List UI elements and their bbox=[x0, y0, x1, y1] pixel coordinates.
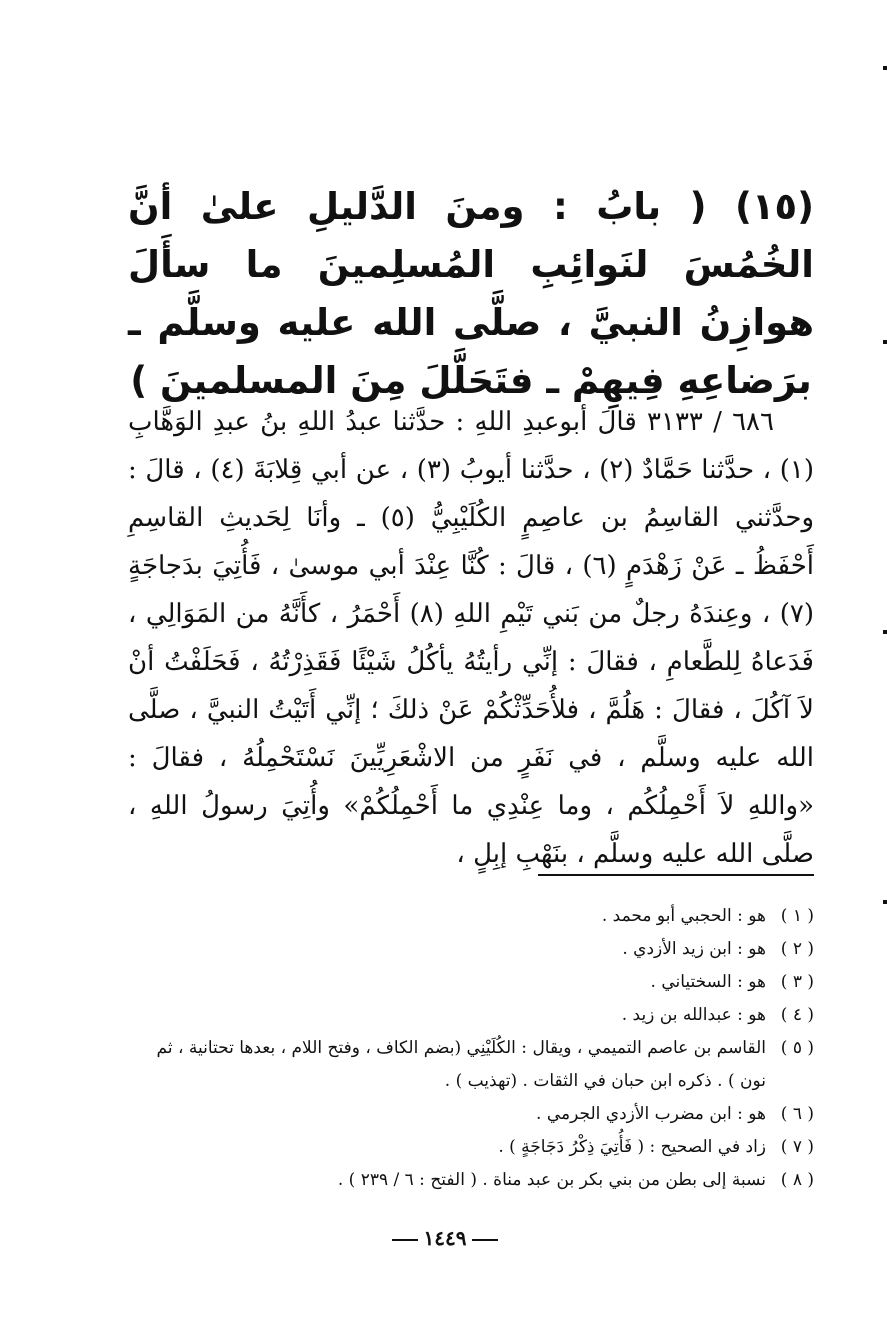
hadith-paragraph bbox=[128, 398, 814, 878]
footnote-marker: ( ٤ ) bbox=[780, 1005, 814, 1025]
footnotes-list bbox=[140, 900, 814, 1197]
footnote-text: القاسم بن عاصم التميمي ، ويقال : الكُلَيْنِي (بضم الكاف ، وفتح اللام ، بعدها تحتانية ، ثم نون ) . ذكره ابن حبان في الثقات . (تهذيب ) . bbox=[156, 1038, 766, 1091]
footnote-item bbox=[140, 1098, 814, 1131]
footnote-text: هو : ابن مضرب الأزدي الجرمي . bbox=[536, 1104, 766, 1124]
footnote-marker: ( ١ ) bbox=[780, 906, 814, 926]
scan-edge-mark bbox=[883, 66, 887, 70]
footnote-item bbox=[140, 1131, 814, 1164]
footnote-item bbox=[140, 1164, 814, 1197]
footnote-marker: ( ٧ ) bbox=[780, 1137, 814, 1157]
footnote-text: هو : عبدالله بن زيد . bbox=[621, 1005, 766, 1025]
footnote-text: نسبة إلى بطن من بني بكر بن عبد مناة . ( الفتح : ٦ / ٢٣٩ ) . bbox=[337, 1170, 766, 1190]
hadith-text: قالَ أبوعبدِ اللهِ : حدَّثنا عبدُ اللهِ بنُ عبدِ الوَهَّابِ (١) ، حدَّثنا حَمَّادٌ (٢) ، حدَّثنا أيوبُ (٣) ، عن أبي قِلابَةَ (٤) ، قالَ : وحدَّثني القاسِمُ بن عاصِمٍ الكُلَيْبِيُّ (٥) ـ وأنَا لِحَديثِ القاسِمِ أَحْفَظُ ـ عَنْ زَهْدَمٍ (٦) ، قالَ : كُنَّا عِنْدَ أبي موسىٰ ، فَأُتِيَ بدَجاجَةٍ (٧) ، وعِندَهُ رجلٌ من بَني تَيْمِ اللهِ (٨) أَحْمَرُ ، كأَنَّهُ من المَوَالِي ، فَدَعاهُ لِلطَّعامِ ، فقالَ : إنِّي رأيتُهُ يأكُلُ شَيْئًا فَقَذِرْتُهُ ، فَحَلَفْتُ أنْ لاَ آكُلَ ، فقالَ : هَلُمَّ ، فلأُحَدِّثْكُمْ عَنْ ذلكَ ؛ إنِّي أَتَيْتُ النبيَّ ، صلَّى الله عليه وسلَّم ، في نَفَرٍ من الاشْعَرِيِّينَ نَسْتَحْمِلُهُ ، فقالَ : «واللهِ لاَ أَحْمِلُكُم ، وما عِنْدِي ما أَحْمِلُكُمْ» وأُتِيَ رسولُ اللهِ ، صلَّى الله عليه وسلَّم ، بنَهْبِ إبِلٍ ، bbox=[128, 407, 815, 869]
hadith-number: ٦٨٦ / ٣١٣٣ bbox=[647, 407, 774, 437]
page-number-dash bbox=[392, 1239, 418, 1241]
footnote-item bbox=[140, 966, 814, 999]
chapter-title: (١٥) ( بابُ : ومنَ الدَّليلِ علىٰ أنَّ الخُمُسَ لنَوائِبِ المُسلِمينَ ما سأَلَ هوازِنُ النبيَّ ، صلَّى الله عليه وسلَّم ـ برَضاعِهِ فِيهِمْ ـ فتَحَلَّلَ مِنَ المسلمينَ ) bbox=[128, 185, 814, 402]
footnote-separator bbox=[538, 874, 814, 876]
page-number-dash bbox=[472, 1239, 498, 1241]
scan-edge-mark bbox=[883, 340, 887, 344]
footnote-marker: ( ٨ ) bbox=[780, 1170, 814, 1190]
footnote-marker: ( ٢ ) bbox=[780, 939, 814, 959]
footnote-item bbox=[140, 933, 814, 966]
page-number bbox=[380, 1226, 510, 1250]
footnote-item bbox=[140, 1032, 814, 1098]
footnote-marker: ( ٥ ) bbox=[780, 1038, 814, 1058]
page-number-value: ١٤٤٩ bbox=[423, 1226, 467, 1250]
footnote-marker: ( ٣ ) bbox=[780, 972, 814, 992]
footnote-text: زاد في الصحيح : ( فَأُتِيَ ذِكْرُ دَجَاجَةٍ ) . bbox=[498, 1137, 766, 1157]
footnote-text: هو : الحجبي أبو محمد . bbox=[601, 906, 766, 926]
footnote-text: هو : ابن زيد الأزدي . bbox=[622, 939, 766, 959]
scan-edge-mark bbox=[883, 900, 887, 904]
footnote-marker: ( ٦ ) bbox=[780, 1104, 814, 1124]
scan-edge-mark bbox=[883, 630, 887, 634]
footnote-text: هو : السختياني . bbox=[650, 972, 766, 992]
footnote-item bbox=[140, 999, 814, 1032]
footnote-item bbox=[140, 900, 814, 933]
